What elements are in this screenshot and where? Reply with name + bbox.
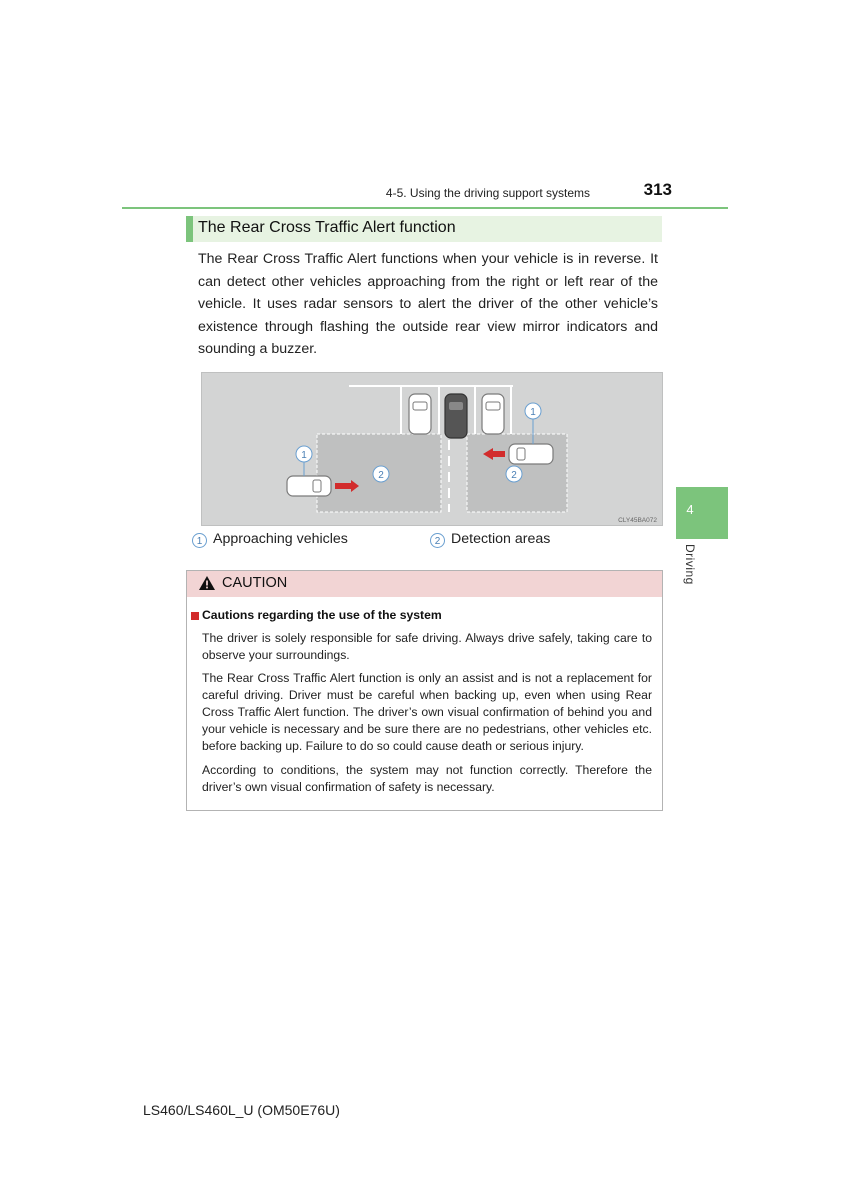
header-divider [122,207,728,209]
chapter-tab-number: 4 [686,502,694,517]
legend-label: Approaching vehicles [213,531,348,547]
footer-model: LS460/LS460L_U (OM50E76U) [143,1102,340,1118]
caution-subheading: Cautions regarding the use of the system [202,608,442,622]
callout-approaching-right [525,403,541,419]
legend-item-approaching [192,531,348,548]
callout-detection-left [373,466,389,482]
legend-number: 1 [192,533,207,548]
rear-cross-traffic-diagram [201,372,663,526]
bullet-square-icon [191,612,199,620]
caution-paragraph: The Rear Cross Traffic Alert function is only an assist and is not a replacement for careful driving. Driver must be careful when backing up, even when using Rear Cross Traffic Alert function. The driver’s own visual confirmation of behind you and your vehicle is necessary and be sure there are no pedestrians, other vehicles etc. before backing up. Failure to do so could cause death or serious injury. [202,671,652,753]
warning-triangle-icon [198,575,216,591]
approaching-vehicle-right [509,444,553,464]
svg-text:1: 1 [530,407,536,418]
body-paragraph: The Rear Cross Traffic Alert functions when your vehicle is in reverse. It can detect other vehicles approaching from the right or left rear of the vehicle. It uses radar sensors to alert the driver of the other vehicle’s existence through flashing the outside rear view mirror indicators and sounding a buzzer. [198,251,658,357]
chapter-tab-label: Driving [683,544,697,585]
legend-number: 2 [430,533,445,548]
approaching-vehicle-left [287,476,331,496]
caution-paragraph: According to conditions, the system may not function correctly. Therefore the driver’s own visual confirmation of safety is necessary. [202,763,652,794]
svg-text:2: 2 [378,470,384,481]
own-vehicle [445,394,467,438]
svg-text:1: 1 [301,450,307,461]
callout-detection-right [506,466,522,482]
svg-text:2: 2 [511,470,517,481]
caution-paragraph: The driver is solely responsible for safe driving. Always drive safely, taking care to observe your surroundings. [202,631,652,662]
callout-approaching-left [296,446,312,462]
section-heading: The Rear Cross Traffic Alert function [198,219,456,236]
parked-car-right [482,394,504,434]
legend-item-detection [430,531,550,548]
caution-title: CAUTION [222,575,288,591]
legend-label: Detection areas [451,531,551,547]
page-number: 313 [643,180,672,199]
section-heading-accent [186,216,193,242]
header-section-title: 4-5. Using the driving support systems [385,186,590,200]
figure-code: CLY45BA072 [618,517,657,524]
parked-car-left [409,394,431,434]
